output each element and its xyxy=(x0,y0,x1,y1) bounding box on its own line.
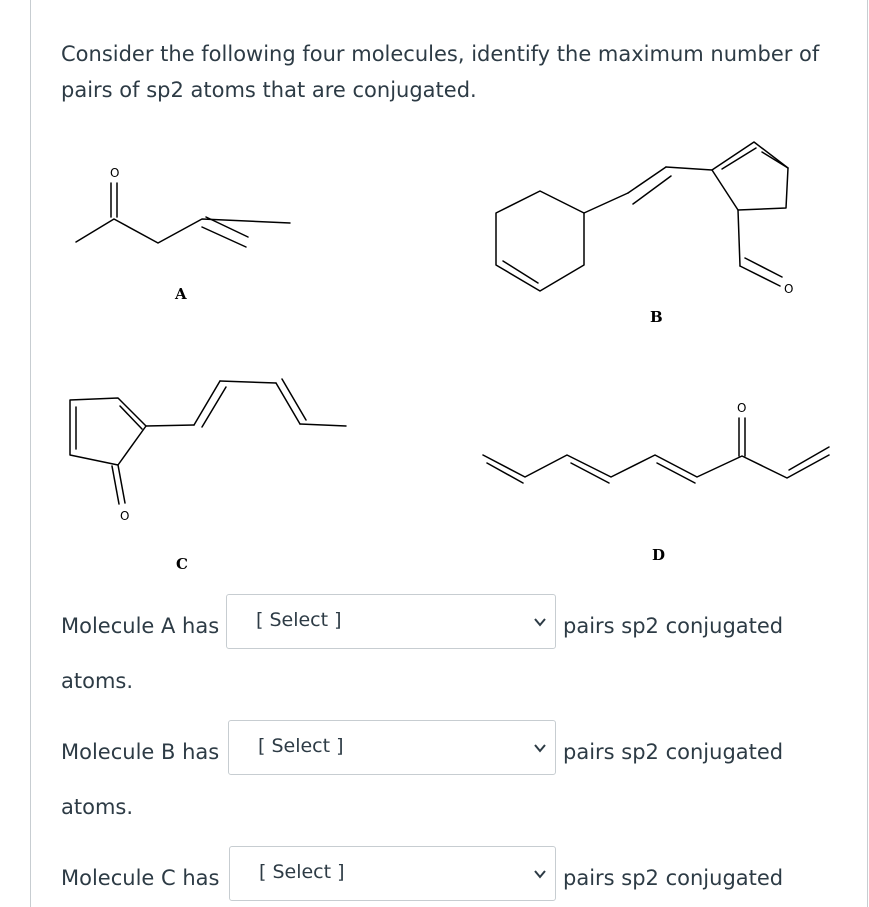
molecule-c-structure xyxy=(60,375,360,535)
molecule-d-structure xyxy=(475,400,845,490)
molecule-a-select-value: [ Select ] xyxy=(256,609,342,631)
molecule-b-structure xyxy=(490,120,810,300)
row-a-suffix: pairs sp2 conjugated xyxy=(563,614,784,638)
molecule-c-select[interactable] xyxy=(229,846,556,901)
molecule-b-select-value: [ Select ] xyxy=(258,735,344,757)
molecule-d-label: D xyxy=(652,546,666,564)
row-a-prefix: Molecule A has xyxy=(61,614,220,638)
molecule-d-oxygen: O xyxy=(737,401,747,415)
molecule-a-label: A xyxy=(175,285,187,303)
molecule-a-select[interactable] xyxy=(226,594,556,649)
row-c-suffix: pairs sp2 conjugated xyxy=(563,866,784,890)
molecule-c-oxygen: O xyxy=(120,509,130,523)
molecule-b-oxygen: O xyxy=(784,282,794,296)
molecule-b-label: B xyxy=(650,308,663,326)
row-a-tail: atoms. xyxy=(61,669,134,693)
row-b-tail: atoms. xyxy=(61,795,134,819)
row-c-prefix: Molecule C has xyxy=(61,866,220,890)
chevron-down-icon xyxy=(533,867,547,881)
molecule-a-structure xyxy=(70,155,310,265)
chevron-down-icon xyxy=(533,741,547,755)
chevron-down-icon xyxy=(533,615,547,629)
molecule-c-label: C xyxy=(176,555,188,573)
molecule-a-oxygen: O xyxy=(110,166,120,180)
molecule-b-select[interactable] xyxy=(228,720,556,775)
row-b-suffix: pairs sp2 conjugated xyxy=(563,740,784,764)
molecule-c-select-value: [ Select ] xyxy=(259,861,345,883)
row-b-prefix: Molecule B has xyxy=(61,740,220,764)
question-text: Consider the following four molecules, identify the maximum number of pairs of sp2 atoms that are conjugated. xyxy=(61,42,820,102)
